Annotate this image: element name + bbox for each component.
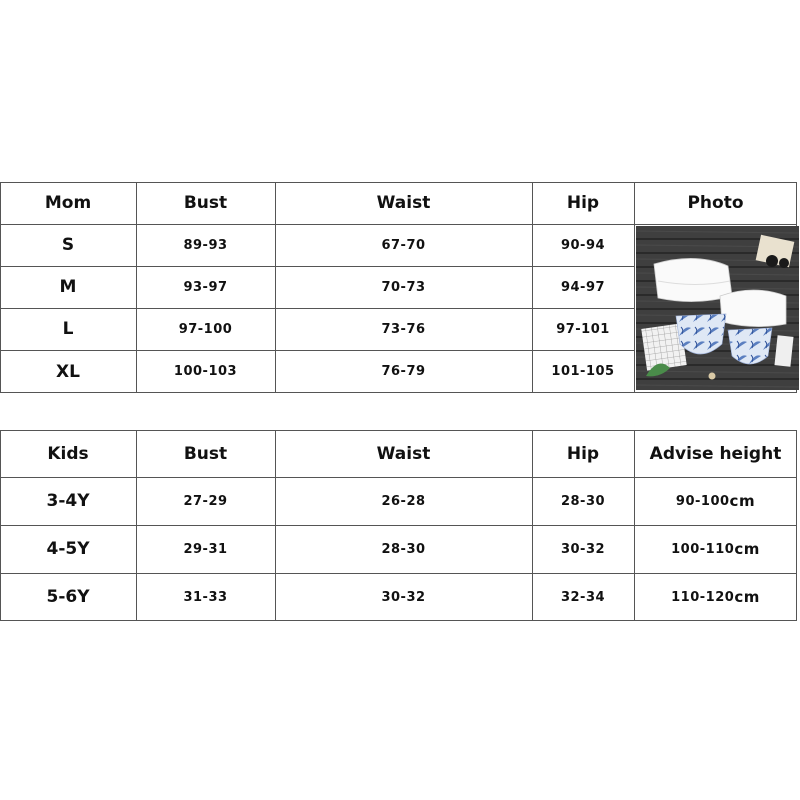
mom-hip-l: 97-101 [556, 321, 610, 337]
kids-header-size: Kids [47, 443, 89, 464]
mom-hip-s: 90-94 [560, 237, 606, 253]
kids-waist-3-4y: 26-28 [381, 493, 426, 509]
kids-size-5-6y: 5-6Y [46, 587, 90, 607]
mom-size-s: S [61, 235, 75, 255]
kids-header-bust: Bust [183, 443, 228, 464]
kids-waist-4-5y: 28-30 [381, 541, 426, 557]
height-value: 110-120 [671, 589, 735, 605]
mom-header-size: Mom [44, 193, 92, 213]
kids-waist-5-6y: 30-32 [381, 589, 426, 605]
kids-hip-5-6y: 32-34 [560, 589, 606, 605]
kids-bust-3-4y: 27-29 [183, 493, 228, 509]
height-unit: cm [734, 540, 760, 558]
kids-header-waist: Waist [376, 443, 431, 464]
kids-size-4-5y: 4-5Y [46, 539, 90, 559]
kids-hip-4-5y: 30-32 [560, 541, 606, 557]
mom-size-l: L [62, 319, 74, 339]
mom-waist-m: 70-73 [381, 279, 426, 295]
mom-waist-s: 67-70 [381, 237, 426, 253]
mom-bust-l: 97-100 [178, 321, 233, 337]
mom-bust-xl: 100-103 [173, 364, 238, 379]
mom-hip-xl: 101-105 [551, 364, 615, 379]
height-unit: cm [734, 588, 760, 606]
mom-waist-l: 73-76 [381, 321, 426, 337]
height-value: 100-110 [671, 541, 735, 557]
kids-hip-3-4y: 28-30 [560, 493, 606, 509]
kids-size-3-4y: 3-4Y [46, 491, 90, 511]
mom-waist-xl: 76-79 [381, 364, 426, 379]
kids-bust-5-6y: 31-33 [183, 589, 228, 605]
mom-header-hip: Hip [566, 193, 600, 213]
mom-header-waist: Waist [376, 193, 431, 213]
mom-size-xl: XL [56, 361, 80, 382]
kids-header-hip: Hip [566, 443, 600, 464]
height-unit: cm [729, 492, 756, 510]
kids-height-4-5y [634, 525, 797, 573]
height-value: 90-100 [675, 493, 730, 509]
kids-height-5-6y [634, 573, 797, 621]
product-photo [636, 226, 799, 390]
mom-header-bust: Bust [183, 193, 228, 213]
kids-height-3-4y [634, 477, 797, 525]
kids-header-advise-height: Advise height [649, 443, 782, 464]
kids-size-table [0, 430, 797, 621]
kids-bust-4-5y: 29-31 [183, 541, 228, 557]
mom-bust-s: 89-93 [183, 237, 228, 253]
mom-header-photo: Photo [687, 193, 744, 213]
mom-size-m: M [59, 277, 77, 297]
mom-hip-m: 94-97 [560, 279, 606, 295]
mom-bust-m: 93-97 [183, 279, 228, 295]
